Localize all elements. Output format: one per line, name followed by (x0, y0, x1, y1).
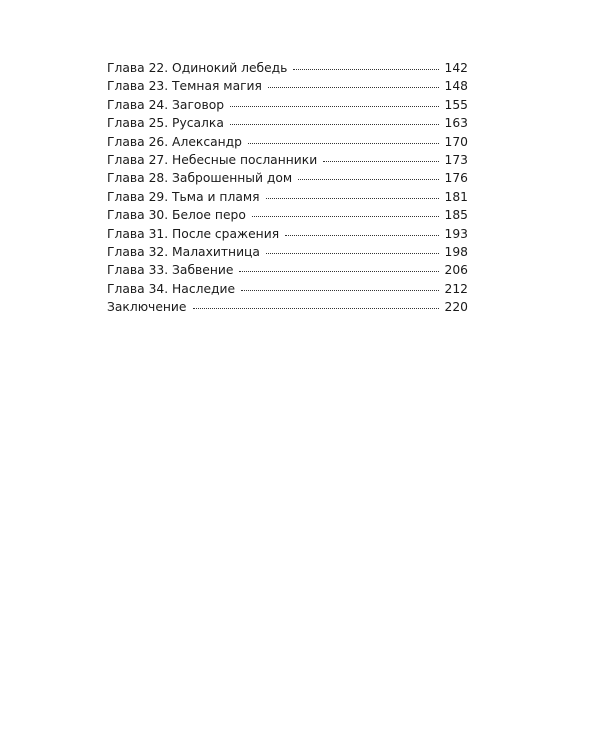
dot-leader (248, 143, 439, 144)
toc-entry (107, 263, 468, 281)
toc-entry (107, 227, 468, 245)
toc-entry-title: Глава 28. Заброшенный дом (107, 171, 293, 186)
dot-leader (193, 308, 439, 309)
toc-entry (107, 61, 468, 79)
toc-entry (107, 135, 468, 153)
toc-entry-page: 163 (444, 116, 468, 131)
toc-entry (107, 153, 468, 171)
dot-leader (323, 161, 438, 162)
toc-entry-page: 142 (444, 61, 468, 75)
dot-leader (285, 235, 438, 236)
toc-entry-title: Глава 29. Тьма и пламя (107, 189, 260, 204)
toc-entry-title: Глава 32. Малахитница (107, 244, 260, 259)
toc-entry-title: Глава 33. Забвение (107, 263, 234, 278)
toc-entry-title: Глава 25. Русалка (107, 116, 224, 131)
toc-entry-title: Глава 24. Заговор (107, 97, 225, 112)
dot-leader (252, 216, 439, 217)
toc-entry-title: Глава 31. После сражения (107, 226, 280, 241)
toc-entry-page: 185 (444, 208, 468, 223)
toc-entry (107, 245, 468, 263)
toc-entry-title: Глава 22. Одинокий лебедь (107, 61, 288, 75)
dot-leader (239, 271, 438, 272)
toc-entry-title: Глава 27. Небесные посланники (107, 152, 318, 167)
toc-entry-page: 170 (444, 134, 468, 149)
toc-entry-title: Глава 30. Белое перо (107, 208, 246, 223)
dot-leader (293, 69, 438, 70)
toc-entry (107, 98, 468, 116)
toc-entry-page: 206 (444, 263, 468, 278)
toc-entry-page: 176 (444, 171, 468, 186)
dot-leader (268, 87, 439, 88)
toc-entry-page: 148 (444, 79, 468, 94)
toc-entry-page: 212 (444, 281, 468, 296)
dot-leader (230, 124, 439, 125)
toc-entry (107, 116, 468, 134)
toc-entry-title: Глава 34. Наследие (107, 281, 236, 296)
toc-entry-title: Глава 23. Темная магия (107, 79, 262, 94)
toc-entry (107, 208, 468, 226)
table-of-contents (107, 61, 468, 318)
toc-entry (107, 171, 468, 189)
dot-leader (241, 290, 438, 291)
toc-entry (107, 79, 468, 97)
toc-entry (107, 282, 468, 300)
toc-entry-page: 155 (444, 97, 468, 112)
toc-entry (107, 190, 468, 208)
toc-entry-title: Глава 26. Александр (107, 134, 242, 149)
toc-entry-page: 193 (444, 226, 468, 241)
toc-entry (107, 300, 468, 318)
toc-entry-page: 198 (444, 244, 468, 259)
dot-leader (298, 179, 438, 180)
toc-entry-page: 220 (444, 300, 468, 315)
dot-leader (266, 253, 439, 254)
dot-leader (266, 198, 439, 199)
toc-entry-page: 181 (444, 189, 468, 204)
toc-entry-page: 173 (444, 152, 468, 167)
toc-entry-title: Заключение (107, 300, 187, 315)
dot-leader (230, 106, 438, 107)
